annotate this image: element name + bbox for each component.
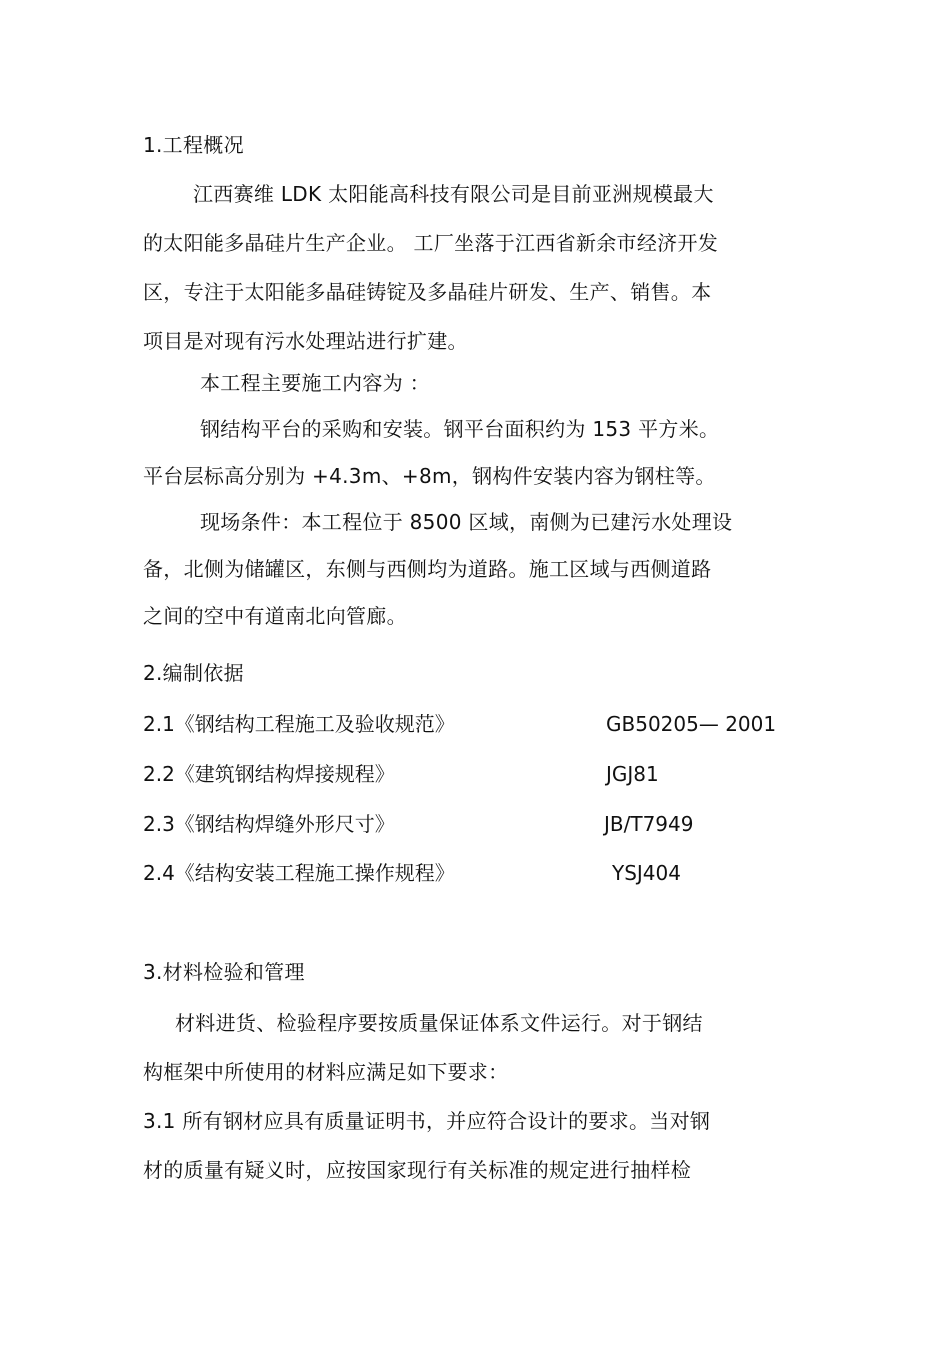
material-line-2: 构框架中所使用的材料应满足如下要求： xyxy=(143,1060,509,1084)
site-line-2: 备，北侧为储罐区，东侧与西侧均为道路。施工区域与西侧道路 xyxy=(143,557,712,581)
item-3-1-line-1: 3.1 所有钢材应具有质量证明书，并应符合设计的要求。当对钢 xyxy=(143,1109,711,1133)
reference-code: JGJ81 xyxy=(606,762,659,786)
item-3-1-line-2: 材的质量有疑义时，应按国家现行有关标准的规定进行抽样检 xyxy=(143,1158,692,1182)
section-2-heading: 2.编制依据 xyxy=(143,661,244,685)
material-line-1: 材料进货、检验程序要按质量保证体系文件运行。对于钢结 xyxy=(175,1011,703,1035)
site-line-1: 现场条件：本工程位于 8500 区域，南侧为已建污水处理设 xyxy=(200,510,733,534)
content-intro: 本工程主要施工内容为 ： xyxy=(200,371,430,395)
content-line-1: 钢结构平台的采购和安装。钢平台面积约为 153 平方米。 xyxy=(200,417,720,441)
reference-code: YSJ404 xyxy=(612,861,681,885)
site-line-3: 之间的空中有道南北向管廊。 xyxy=(143,604,407,628)
overview-line-2: 的太阳能多晶硅片生产企业。 工厂坐落于江西省新余市经济开发 xyxy=(143,231,719,255)
overview-line-3: 区，专注于太阳能多晶硅铸锭及多晶硅片研发、生产、销售。本 xyxy=(143,280,712,304)
reference-title: 2.3《钢结构焊缝外形尺寸》 xyxy=(143,812,395,836)
content-line-2: 平台层标高分别为 +4.3m、+8m，钢构件安装内容为钢柱等。 xyxy=(143,464,716,488)
section-1-heading: 1.工程概况 xyxy=(143,133,244,157)
section-3-heading: 3.材料检验和管理 xyxy=(143,960,305,984)
reference-title: 2.2《建筑钢结构焊接规程》 xyxy=(143,762,395,786)
overview-line-4: 项目是对现有污水处理站进行扩建。 xyxy=(143,329,468,353)
overview-line-1: 江西赛维 LDK 太阳能高科技有限公司是目前亚洲规模最大 xyxy=(193,182,714,206)
reference-title: 2.4《结构安装工程施工操作规程》 xyxy=(143,861,455,885)
reference-code: JB/T7949 xyxy=(604,812,694,836)
reference-title: 2.1《钢结构工程施工及验收规范》 xyxy=(143,712,455,736)
reference-code: GB50205— 2001 xyxy=(606,712,777,736)
